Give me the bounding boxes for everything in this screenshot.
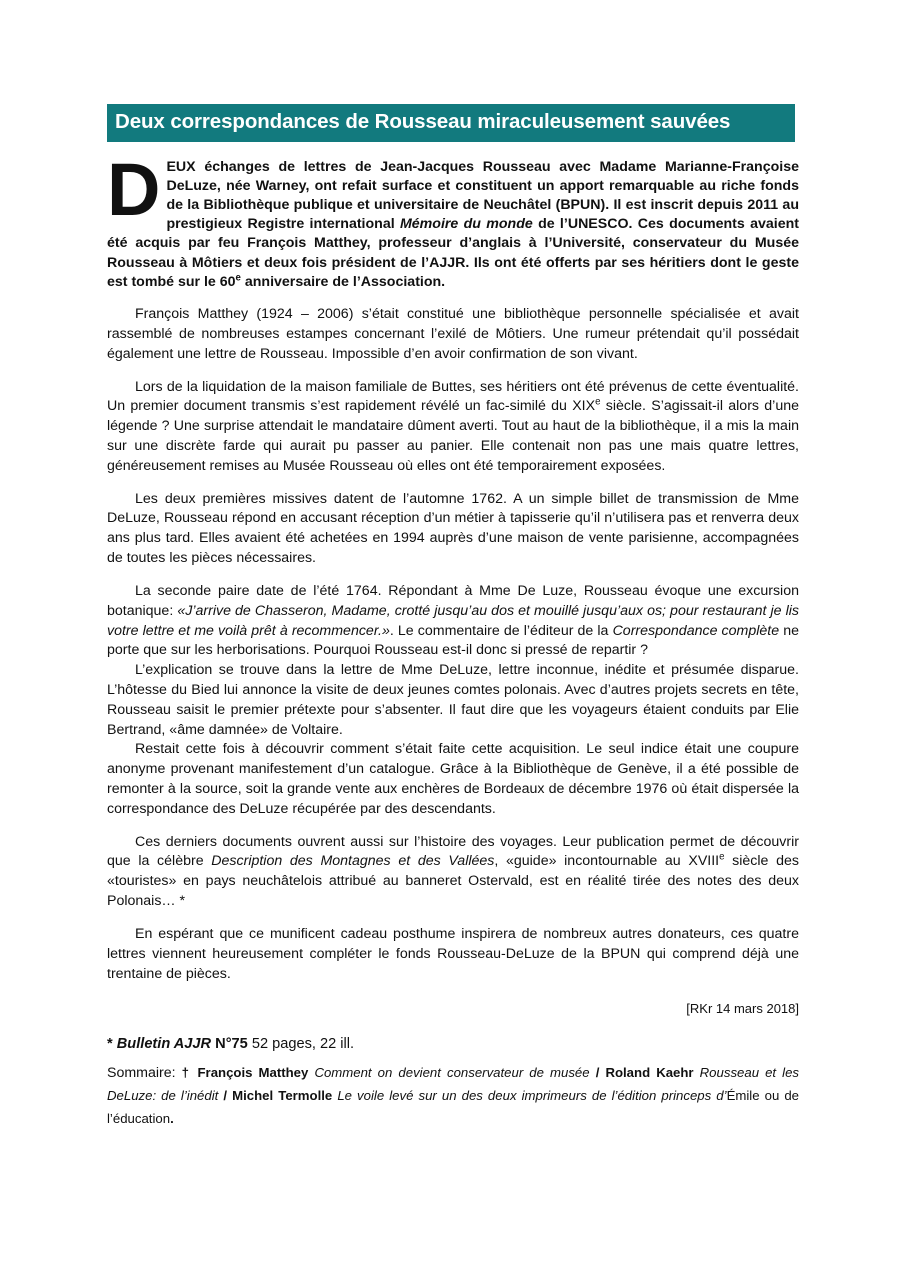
bulletin-details: 52 pages, 22 ill. bbox=[251, 1036, 355, 1053]
intro-paragraph bbox=[107, 147, 799, 293]
sommaire-label: Sommaire: bbox=[107, 1065, 176, 1082]
paragraph-text: François Matthey (1924 – 2006) s’était constitué une bibliothèque personnelle spécialisée et avait rassemblé de nombreuses estampes concernant l’exilé de Môtiers. Une rumeur prétendait qu’il possédait également une lettre de Rousseau. Impossible d’en avoir confirmation de son vivant. bbox=[107, 306, 799, 362]
paragraph-text: La seconde paire date de l’été 1764. Répondant à Mme De Luze, Rousseau évoque une excursion botanique: bbox=[107, 582, 799, 619]
paragraph-text: siècle. S’agissait-il alors d’une légende ? Une surprise attendait le mandataire dûment averti. Tout au haut de la bibliothèque, il a mis la main sur une discrète farde qui aurait pu passer au panier. Elle contenait non pas une mais quatre lettres, généreusement remises au Musée Rousseau où elles ont été temporairement exposées. bbox=[107, 398, 799, 474]
paragraph-text: . Le commentaire de l’éditeur de la bbox=[389, 622, 613, 639]
entry-separator: . bbox=[170, 1111, 174, 1127]
entry-work-title-tail: Émile ou de l’éducation bbox=[107, 1088, 800, 1127]
entry-author: François Matthey bbox=[197, 1065, 309, 1081]
article-content bbox=[107, 104, 799, 1131]
entry-work-title: Le voile levé sur un des deux imprimeurs de l’édition princeps d’ bbox=[337, 1088, 727, 1104]
intro-lead-text-b: de l’UNESCO. Ces documents avaient été acquis par feu François Matthey, professeur d’anglais à l’Université, conservateur du Musée Rousseau à Môtiers et deux fois président de l’AJJR. Ils ont été offerts par ses héritiers dont le geste est tombé sur le 60 bbox=[107, 216, 799, 290]
paragraph-text: siècle des «touristes» en pays neuchâtelois attribué au banneret Ostervald, est en réalité tirée des notes des deux Polonais… * bbox=[107, 853, 799, 910]
paragraph-text: Restait cette fois à découvrir comment s’était faite cette acquisition. Le seul indice était une coupure anonyme provenant manifestement d’un catalogue. Grâce à la Bibliothèque de Genève, il a été possible de remonter à la source, soit la grande vente aux enchères de Bordeaux de décembre 1976 où était dispersée la correspondance des DeLuze récupérée par des descendants. bbox=[107, 741, 799, 817]
paragraph-text: Ces derniers documents ouvrent aussi sur l’histoire des voyages. Leur publication permet de découvrir que la célèbre bbox=[107, 833, 799, 870]
paragraph-text: L’explication se trouve dans la lettre de Mme DeLuze, lettre inconnue, inédite et présumée disparue. L’hôtesse du Bied lui annonce la visite de deux jeunes comtes polonais. Avec d’autres projets secrets en tête, Rousseau saisit le premier prétexte pour s’absenter. Il faut dire que les voyageurs étaient conduits par Elie Bertrand, «âme damnée» de Voltaire. bbox=[107, 662, 799, 738]
entry-author: Michel Termolle bbox=[232, 1088, 333, 1104]
ordinal-superscript: e bbox=[719, 851, 725, 863]
entry-work-title: Comment on devient conservateur de musée bbox=[314, 1065, 590, 1081]
paragraph-explication bbox=[107, 661, 799, 740]
ordinal-superscript: e bbox=[595, 396, 601, 408]
paragraph-text: En espérant que ce munificent cadeau posthume inspirera de nombreux autres donateurs, ces quatre lettres viennent heureusement compléter le fonds Rousseau-DeLuze de la BPUN qui comprend déjà une trentaine de pièces. bbox=[107, 925, 799, 982]
entry-separator: / bbox=[595, 1065, 600, 1081]
footnote-block bbox=[107, 1035, 799, 1131]
paragraph-text: ne porte que sur les herborisations. Pourquoi Rousseau est-il donc si pressé de repartir ? bbox=[107, 622, 800, 659]
paragraph-text: , «guide» incontournable au XVIII bbox=[494, 853, 720, 870]
paragraph-text: Les deux premières missives datent de l’automne 1762. A un simple billet de transmission de Mme DeLuze, Rousseau répond en accusant réception d’un métier à tapisserie qu’il n’utilisera pas et renverra deux ans plus tard. Elles avaient été achetées en 1994 auprès d’une maison de vente parisienne, accompagnées de toutes les pièces nécessaires. bbox=[107, 490, 799, 567]
entry-author: Roland Kaehr bbox=[605, 1065, 694, 1081]
paragraph-matthey bbox=[107, 305, 799, 364]
entry-work-title: Rousseau et les DeLuze: de l’inédit bbox=[107, 1065, 800, 1104]
paragraph-voyages bbox=[107, 833, 799, 912]
intro-ordinal-superscript: e bbox=[235, 272, 241, 284]
paragraph-text: Lors de la liquidation de la maison familiale de Buttes, ses héritiers ont été prévenus de cette éventualité. Un premier document transmis s’est rapidement révélé un fac-similé du XIX bbox=[107, 378, 799, 415]
intro-lead-italic: Mémoire du monde bbox=[399, 216, 533, 233]
entry-separator: / bbox=[223, 1088, 228, 1104]
bulletin-title: Bulletin AJJR bbox=[116, 1036, 212, 1053]
paragraph-liquidation bbox=[107, 378, 799, 477]
article-title-banner: Deux correspondances de Rousseau miraculeusement sauvées bbox=[107, 104, 795, 142]
paragraph-seconde-paire bbox=[107, 582, 799, 661]
intro-lead-text-a: EUX échanges de lettres de Jean-Jacques Rousseau avec Madame Marianne-Françoise DeLuze, née Warney, ont refait surface et constituent un apport remarquable au riche fonds de la Bibliothèque publique et universitaire de Neuchâtel (BPUN). Il est inscrit depuis 2011 au prestigieux Registre international bbox=[166, 158, 799, 233]
author-signature: [RKr 14 mars 2018] bbox=[686, 1001, 799, 1017]
paragraph-missives bbox=[107, 490, 799, 569]
entry-death-mark: † bbox=[181, 1065, 192, 1081]
paragraph-esperant bbox=[107, 925, 799, 984]
work-title-description: Description des Montagnes et des Vallées bbox=[211, 853, 495, 870]
bulletin-reference bbox=[107, 1035, 799, 1055]
drop-cap-letter: D bbox=[107, 147, 161, 231]
bulletin-number: N°75 bbox=[215, 1036, 248, 1053]
paragraph-restait bbox=[107, 740, 799, 819]
work-title-correspondance: Correspondance complète bbox=[612, 622, 780, 639]
rousseau-quotation: «J’arrive de Chasseron, Madame, crotté jusqu’au dos et mouillé jusqu’aux os; pour restaurant je lis votre lettre et me voilà prêt à recommencer.» bbox=[107, 602, 799, 639]
footnote-asterisk: * bbox=[107, 1036, 113, 1053]
sommaire-list bbox=[107, 1061, 799, 1131]
intro-lead-text-c: anniversaire de l’Association. bbox=[240, 273, 446, 290]
